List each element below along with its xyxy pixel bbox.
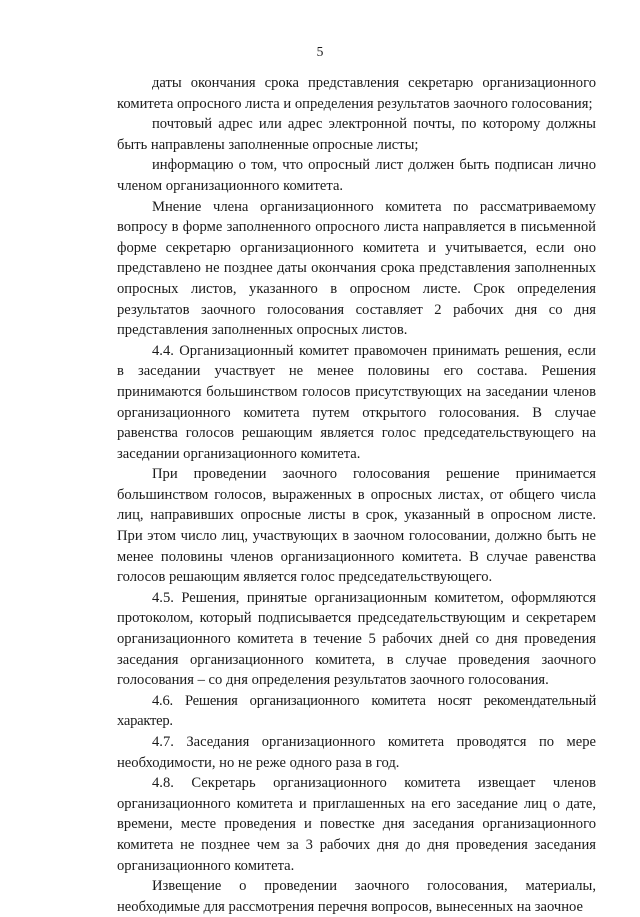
paragraph: 4.4. Организационный комитет правомочен принимать решения, если в заседании участвует не менее половины его состава. Решения принимаются большинством голосов присутствующих на заседании членов организационного комитета путем открытого голосования. В случае равенства голосов решающим является голос председательствующего на заседании организационного комитета.	[117, 342, 596, 462]
paragraph: информацию о том, что опросный лист должен быть подписан лично членом организационного комитета.	[117, 157, 596, 194]
paragraph: При проведении заочного голосования решение принимается большинством голосов, выраженных в опросных листах, от общего числа лиц, направивших опросные листы в срок, указанный в опросном листе. При этом число лиц, участвующих в заочном голосовании, должно быть не менее половины членов организационного комитета. В случае равенства голосов решающим является голос председательствующего.	[117, 466, 596, 586]
paragraph: 4.7. Заседания организационного комитета проводятся по мере необходимости, но не реже одного раза в год.	[117, 734, 596, 771]
page-number: 5	[316, 44, 324, 59]
paragraph: 4.6. Решения организационного комитета носят рекомендательный характер.	[117, 692, 596, 730]
document-body	[117, 73, 596, 917]
paragraph: Мнение члена организационного комитета по рассматриваемому вопросу в форме заполненного опросного листа направляется в письменной форме секретарю организационного комитета и учитывается, если оно представлено не позднее даты окончания срока представления заполненных опросных листов, указанного в опросном листе. Срок определения результатов заочного голосования составляет 2 рабочих дня со дня представления заполненных опросных листов.	[117, 198, 596, 339]
paragraph: 4.8. Секретарь организационного комитета извещает членов организационного комитета и приглашенных на его заседание лиц о дате, времени, месте проведения и повестке дня заседания организационного комитета не позднее чем за 3 рабочих дня до дня проведения заседания организационного комитета.	[117, 775, 596, 874]
paragraph: даты окончания срока представления секретарю организационного комитета опросного листа и определения результатов заочного голосования;	[117, 75, 596, 112]
paragraph: 4.5. Решения, принятые организационным комитетом, оформляются протоколом, который подписывается председательствующим и секретарем организационного комитета в течение 5 рабочих дней со дня проведения заседания организационного комитета, в случае проведения заочного голосования – со дня определения результатов заочного голосования.	[117, 589, 596, 689]
paragraph: почтовый адрес или адрес электронной почты, по которому должны быть направлены заполненные опросные листы;	[117, 116, 596, 153]
paragraph: Извещение о проведении заочного голосования, материалы, необходимые для рассмотрения перечня вопросов, вынесенных на заочное	[117, 878, 596, 915]
